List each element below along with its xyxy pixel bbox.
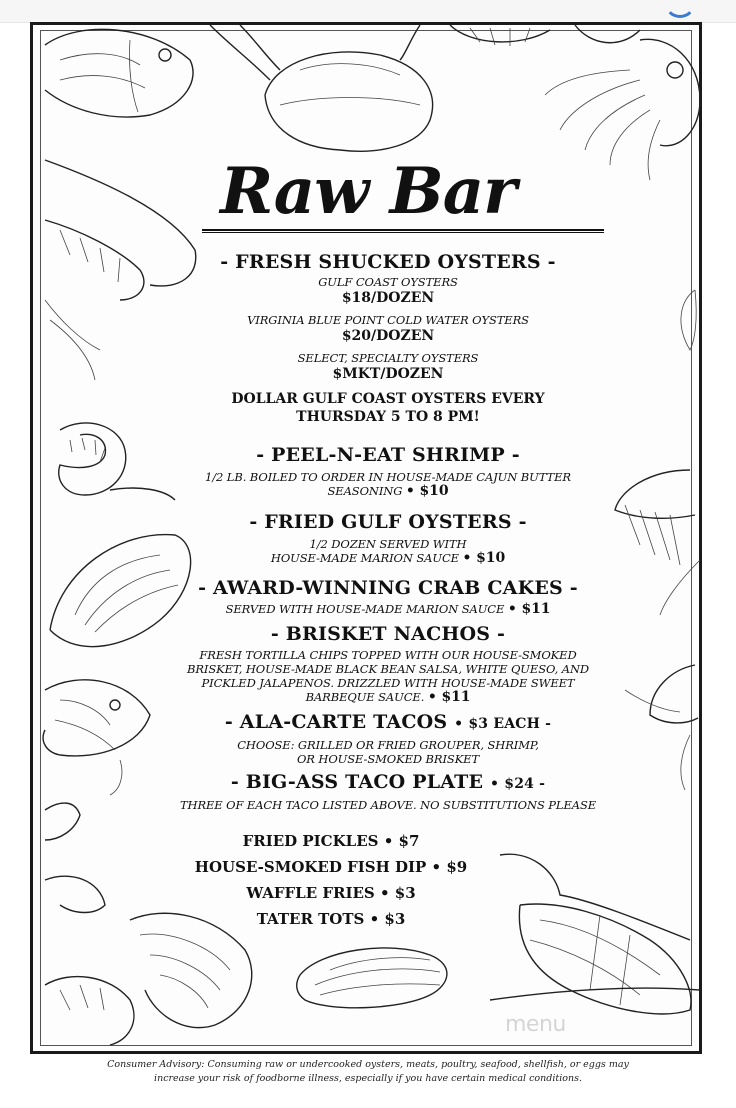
side-item: TATER TOTS • $3 xyxy=(256,910,406,928)
item-description: FRESH TORTILLA CHIPS TOPPED WITH OUR HOUSE-SMOKED xyxy=(199,648,577,662)
item-description: THREE OF EACH TACO LISTED ABOVE. NO SUBSTITUTIONS PLEASE xyxy=(179,798,597,812)
item-description: SERVED WITH HOUSE-MADE MARION SAUCE xyxy=(225,602,505,616)
item-price: • $10 xyxy=(462,550,506,566)
section-peel-n-eat-shrimp xyxy=(150,443,626,498)
special-line: DOLLAR GULF COAST OYSTERS EVERY xyxy=(231,391,545,407)
side-item: HOUSE-SMOKED FISH DIP • $9 xyxy=(194,858,468,876)
section-heading: - PEEL-N-EAT SHRIMP - xyxy=(256,444,520,466)
item-price: • $11 xyxy=(507,601,551,617)
advisory-line: Consumer Advisory: Consuming raw or undercooked oysters, meats, poultry, seafood, shellfish, or eggs may xyxy=(107,1059,629,1070)
advisory-line: increase your risk of foodborne illness, especially if you have certain medical conditions. xyxy=(154,1073,582,1084)
item-description: 1/2 DOZEN SERVED WITH xyxy=(309,537,467,551)
section-brisket-nachos xyxy=(150,622,626,704)
item-price: • $11 xyxy=(427,689,471,705)
menu-title: Raw Bar xyxy=(220,154,516,229)
sides-list xyxy=(150,828,512,932)
section-heading: - BIG-ASS TACO PLATE xyxy=(230,771,484,793)
fish-left-icon xyxy=(43,680,150,840)
item-description: SEASONING xyxy=(327,484,403,498)
item-price: $18/DOZEN xyxy=(341,290,435,306)
special-line: THURSDAY 5 TO 8 PM! xyxy=(296,409,480,425)
section-heading: - AWARD-WINNING CRAB CAKES - xyxy=(198,577,578,599)
consumer-advisory xyxy=(40,1058,696,1086)
section-heading: - FRESH SHUCKED OYSTERS - xyxy=(220,251,556,273)
crab-shell-right-icon xyxy=(681,290,696,350)
item-price: • $10 xyxy=(405,483,449,499)
item-description: OR HOUSE-SMOKED BRISKET xyxy=(296,752,480,766)
section-heading: - FRIED GULF OYSTERS - xyxy=(249,511,527,533)
section-fried-gulf-oysters xyxy=(150,510,626,565)
fish-top-left-icon xyxy=(45,29,193,117)
title-divider xyxy=(202,229,604,233)
side-item: WAFFLE FRIES • $3 xyxy=(246,884,416,902)
item-description: HOUSE-MADE MARION SAUCE xyxy=(270,551,459,565)
item-description: VIRGINIA BLUE POINT COLD WATER OYSTERS xyxy=(247,313,529,327)
item-description: 1/2 LB. BOILED TO ORDER IN HOUSE-MADE CAJUN BUTTER xyxy=(205,470,571,484)
crab-top-icon xyxy=(210,25,433,151)
section-crab-cakes xyxy=(150,576,626,616)
section-fresh-shucked-oysters xyxy=(150,250,626,426)
section-heading: - BRISKET NACHOS - xyxy=(270,623,506,645)
shrimp-right-icon xyxy=(615,470,700,615)
crab-leg-right-icon xyxy=(625,665,698,790)
squid-top-right-icon xyxy=(545,39,700,180)
item-description: PICKLED JALAPENOS. DRIZZLED WITH HOUSE-MADE SWEET xyxy=(201,676,575,690)
mussel-bottom-icon xyxy=(297,948,447,1008)
section-heading: - ALA-CARTE TACOS xyxy=(224,711,448,733)
section-heading-price: • $24 - xyxy=(490,776,546,792)
section-heading-price: • $3 EACH - xyxy=(454,716,552,732)
item-price: $20/DOZEN xyxy=(341,328,435,344)
shell-top-icon xyxy=(450,25,640,46)
item-price: $MKT/DOZEN xyxy=(332,366,444,382)
item-description: BRISKET, HOUSE-MADE BLACK BEAN SALSA, WHITE QUESO, AND xyxy=(186,662,590,676)
section-big-ass-taco-plate xyxy=(150,770,626,812)
item-description: SELECT, SPECIALTY OYSTERS xyxy=(297,351,479,365)
item-description: BARBEQUE SAUCE. xyxy=(305,690,425,704)
item-description: GULF COAST OYSTERS xyxy=(318,275,458,289)
section-ala-carte-tacos xyxy=(150,710,626,766)
item-description: CHOOSE: GRILLED OR FRIED GROUPER, SHRIMP, xyxy=(237,738,539,752)
lobster-right-icon xyxy=(490,854,700,1014)
watermark: menu xyxy=(505,1012,566,1037)
side-item: FRIED PICKLES • $7 xyxy=(242,832,420,850)
